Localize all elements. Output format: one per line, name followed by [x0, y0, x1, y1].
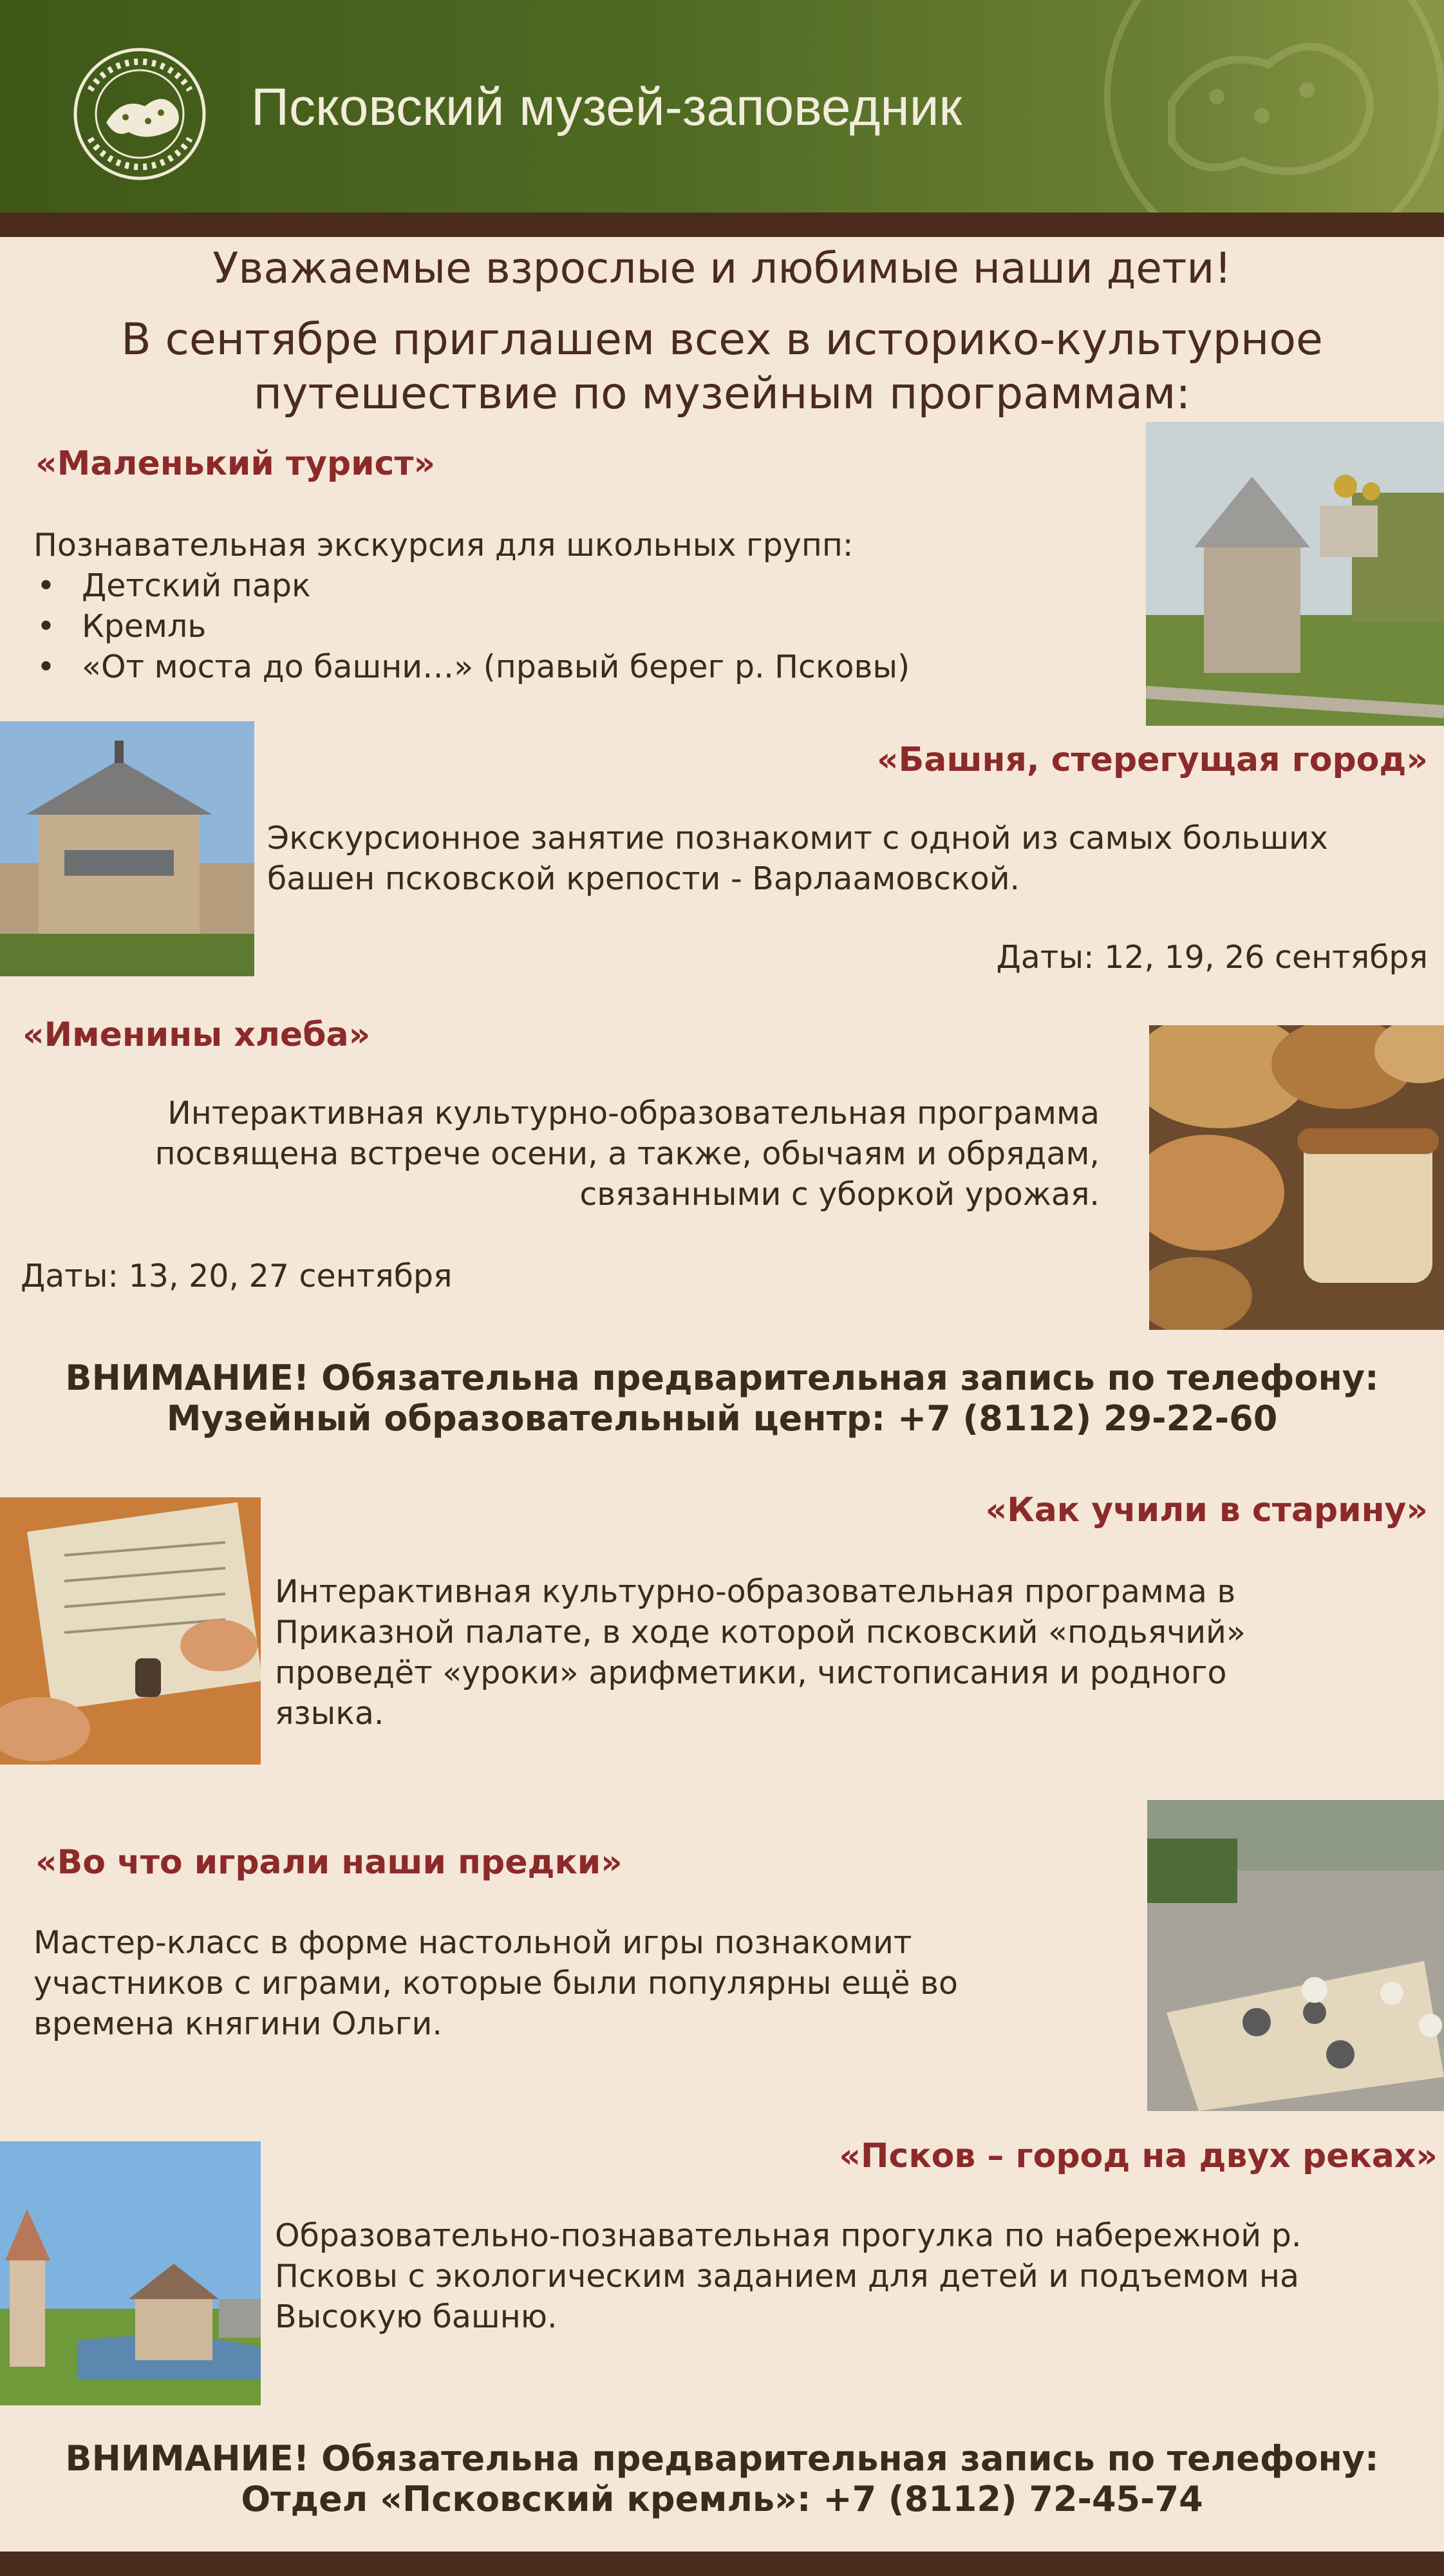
program-title-two-rivers: «Псков – город на двух реках»	[839, 2137, 1438, 2175]
notice-line-1: ВНИМАНИЕ! Обязательна предварительная запись по телефону:	[65, 1358, 1379, 1398]
program-title-ancestor-games: «Во что играли наши предки»	[35, 1843, 623, 1882]
intro-line-1: В сентябре приглашем всех в историко-культурное	[121, 314, 1323, 365]
program-text-line: Высокую башню.	[275, 2298, 558, 2335]
old-school-lesson-photo	[0, 1497, 261, 1765]
notice-line-1: ВНИМАНИЕ! Обязательна предварительная запись по телефону:	[65, 2438, 1379, 2479]
board-game-photo	[1147, 1800, 1444, 2111]
list-item: • «От моста до башни…» (правый берег р. Псковы)	[33, 647, 910, 687]
program-text-line: Мастер-класс в форме настольной игры познакомит	[33, 1924, 912, 1961]
intro-line-2: путешествие по музейным программам:	[253, 368, 1191, 419]
list-item: • Кремль	[33, 606, 910, 647]
pskov-rivers-photo	[0, 2141, 261, 2405]
program-text-line: времена княгини Ольги.	[33, 2005, 442, 2042]
varlaam-tower-photo	[0, 721, 254, 976]
site-title: Псковский музей-заповедник	[251, 78, 962, 137]
program-title-little-tourist: «Маленький турист»	[35, 444, 436, 483]
museum-seal-logo	[71, 45, 209, 184]
header-divider	[0, 213, 1444, 237]
program-text-line: участников с играми, которые были популярны ещё во	[33, 1965, 958, 2002]
program-text-line: Приказной палате, в ходе которой псковский «подьячий»	[275, 1614, 1246, 1651]
leopard-emblem-decoration	[1004, 0, 1444, 213]
program-text-line: Образовательно-познавательная прогулка по набережной р.	[275, 2217, 1302, 2254]
program-dates: Даты: 13, 20, 27 сентября	[21, 1258, 453, 1294]
program-dates: Даты: 12, 19, 26 сентября	[996, 939, 1428, 976]
notice-phone-line: Музейный образовательный центр: +7 (8112) 29-22-60	[166, 1398, 1278, 1439]
program-text-line: посвящена встрече осени, а также, обычаям и обрядам,	[155, 1135, 1100, 1172]
list-item: • Детский парк	[33, 565, 910, 606]
program-title-old-school: «Как учили в старину»	[985, 1491, 1428, 1530]
program-text-line: Экскурсионное занятие познакомит с одной из самых больших	[267, 820, 1328, 857]
program-bullet-list	[33, 565, 910, 687]
program-title-bread-day: «Именины хлеба»	[23, 1016, 371, 1054]
program-title-guard-tower: «Башня, стерегущая город»	[877, 741, 1428, 779]
program-text-line: проведёт «уроки» арифметики, чистописания и родного	[275, 1654, 1227, 1691]
program-text: Познавательная экскурсия для школьных групп:	[33, 527, 854, 564]
notice-phone-line: Отдел «Псковский кремль»: +7 (8112) 72-45-74	[241, 2479, 1203, 2519]
bread-photo	[1149, 1025, 1444, 1330]
footer-divider	[0, 2552, 1444, 2576]
program-text-line: Псковы с экологическим заданием для детей и подъемом на	[275, 2258, 1299, 2295]
greeting-heading: Уважаемые взрослые и любимые наши дети!	[212, 243, 1232, 293]
program-text-line: языка.	[275, 1695, 384, 1732]
program-text-line: Интерактивная культурно-образовательная программа в	[275, 1573, 1236, 1610]
program-text-line: башен псковской крепости - Варлаамовской.	[267, 860, 1020, 897]
kremlin-tower-photo	[1146, 422, 1444, 726]
program-text-line: связанными с уборкой урожая.	[579, 1176, 1100, 1213]
program-text-line: Интерактивная культурно-образовательная программа	[167, 1095, 1100, 1132]
